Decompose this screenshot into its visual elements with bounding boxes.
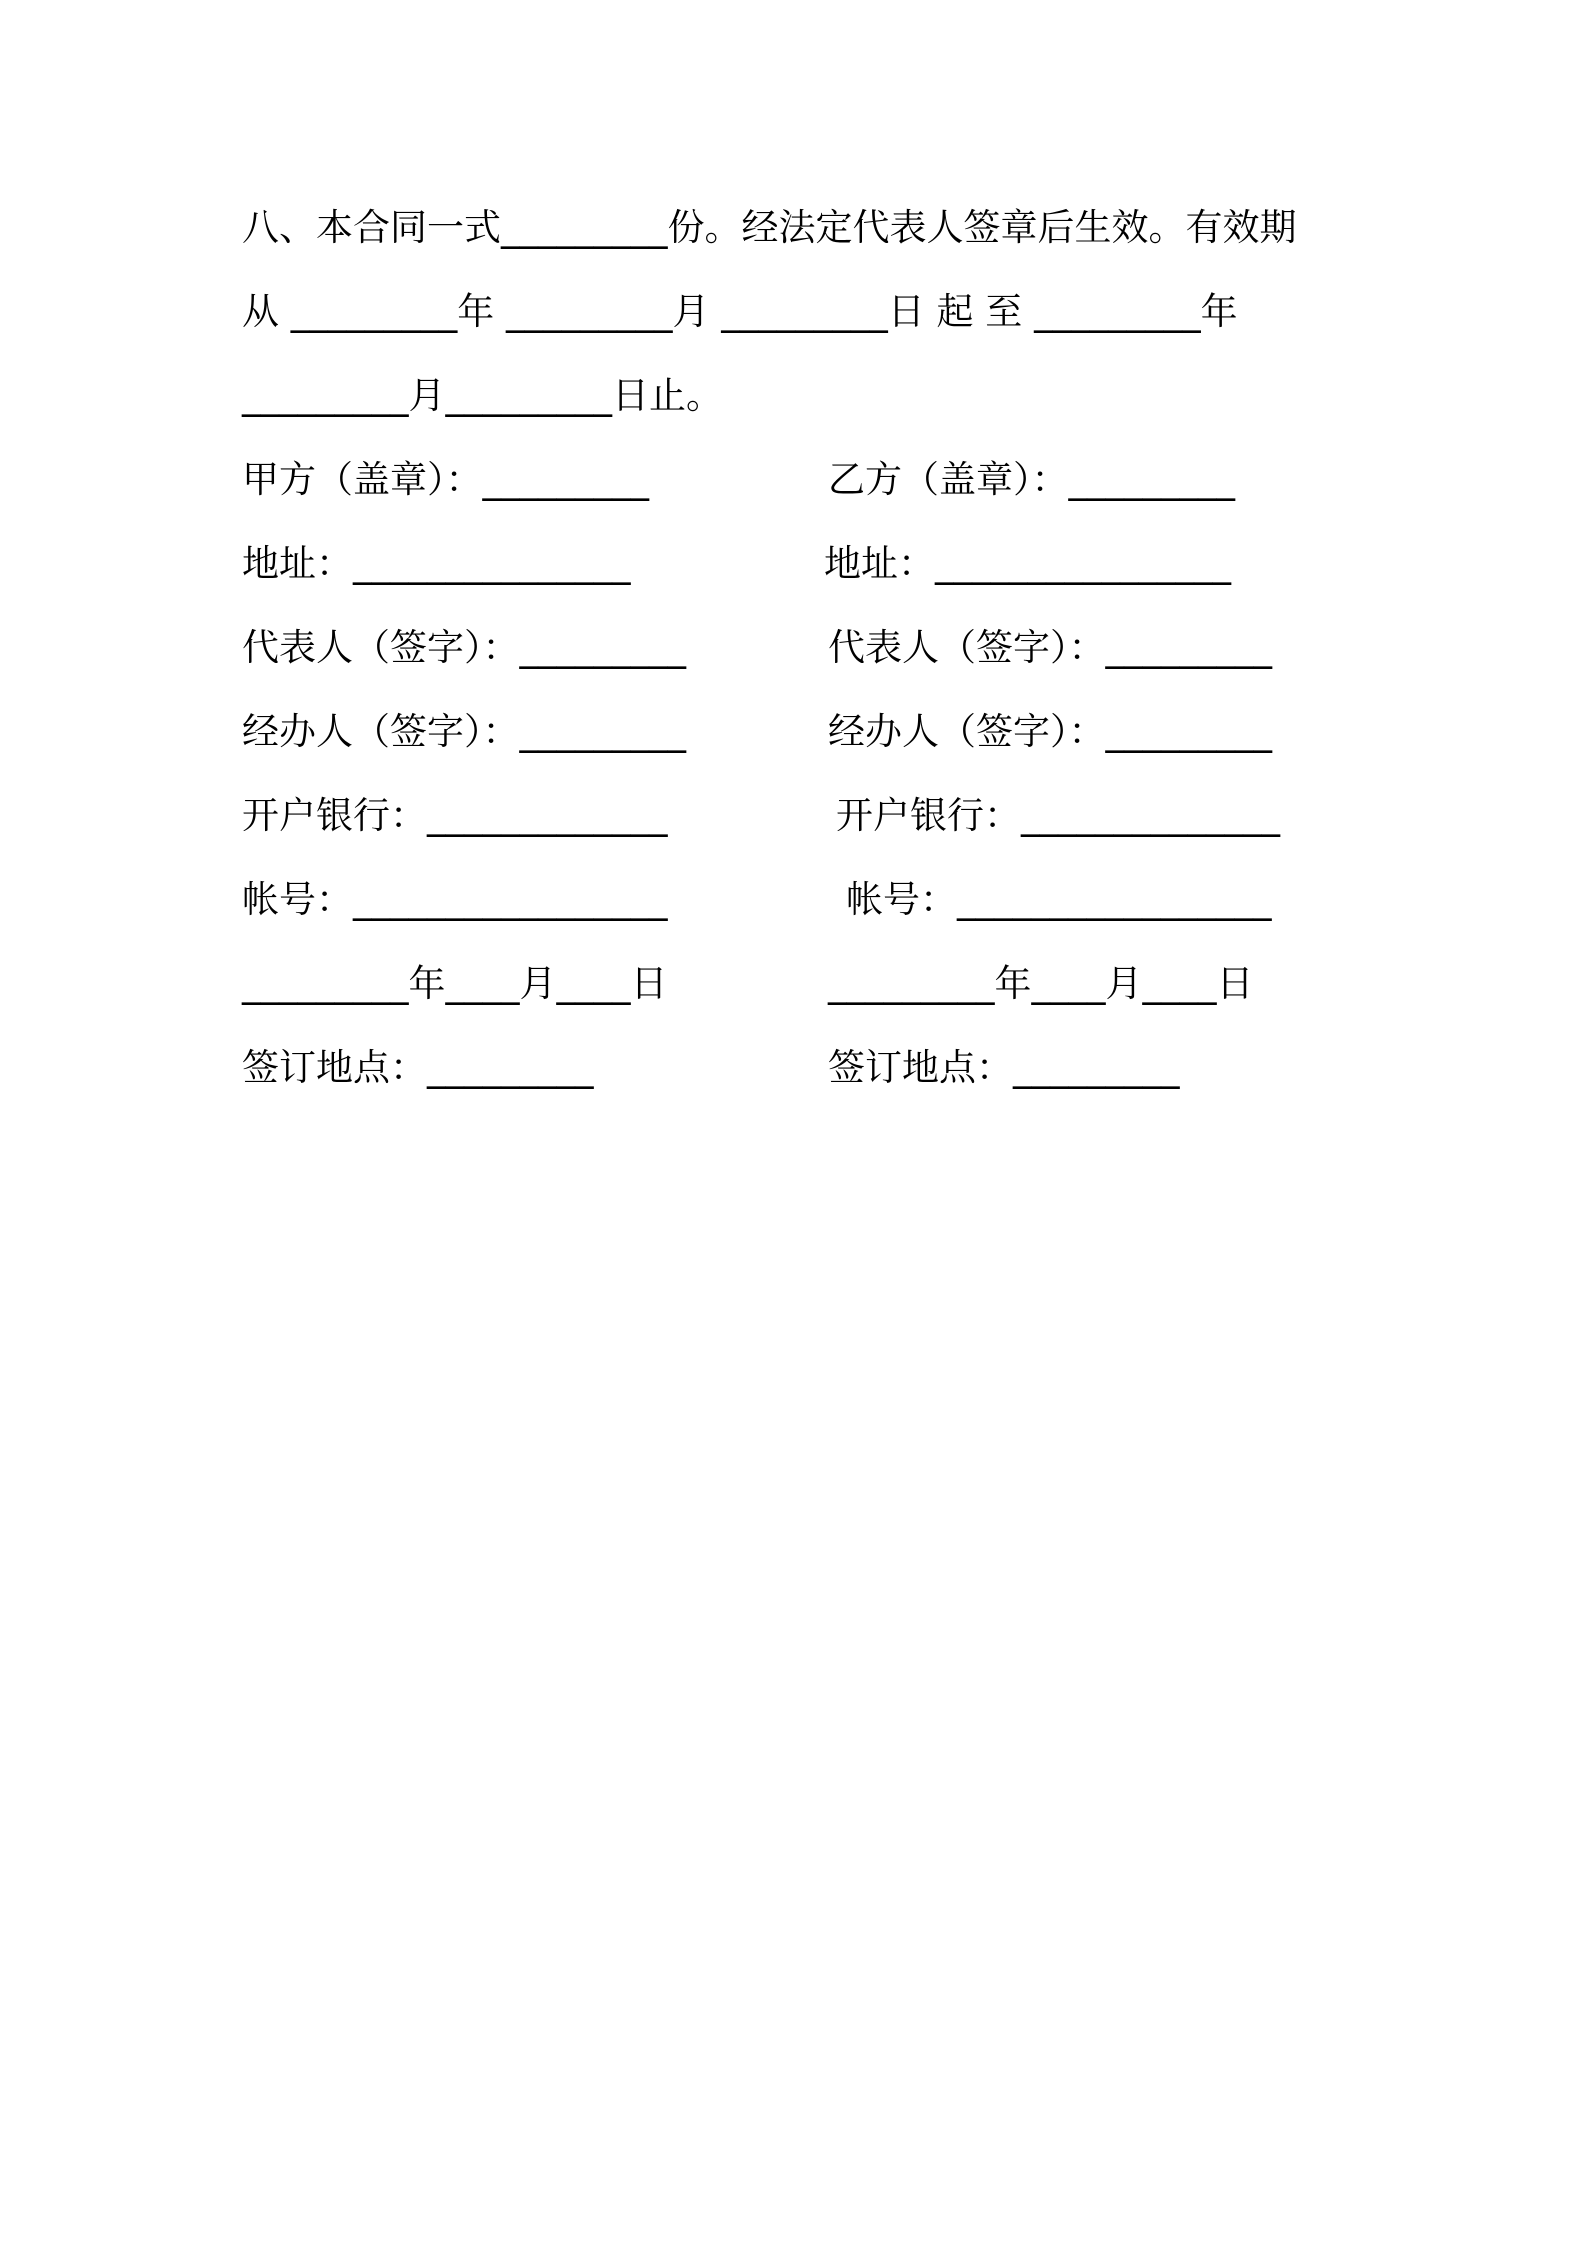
party-a-seal-text: 甲方（盖章）：_________ xyxy=(242,458,649,501)
party-b-date xyxy=(828,954,1254,1014)
party-b-agent xyxy=(828,702,1272,762)
party-b-seal-text: 乙方（盖章）：_________ xyxy=(828,458,1235,501)
party-a-account-text: 帐号：_________________ xyxy=(242,878,668,921)
party-a-date-text: _________年____月____日 xyxy=(242,962,668,1005)
clause-line-1 xyxy=(242,198,1297,258)
party-a-place xyxy=(242,1038,594,1098)
party-b-representative-text: 代表人（签字）：_________ xyxy=(828,626,1272,669)
party-b-account-text: 帐号：_________________ xyxy=(846,878,1272,921)
party-b-representative xyxy=(828,618,1272,678)
clause-text-1: 八、本合同一式_________份。经法定代表人签章后生效。有效期 xyxy=(242,206,1297,249)
party-a-bank xyxy=(242,786,668,846)
party-a-date xyxy=(242,954,668,1014)
party-a-account xyxy=(242,870,668,930)
party-b-account xyxy=(846,870,1272,930)
party-a-representative xyxy=(242,618,686,678)
party-b-seal xyxy=(828,450,1235,510)
party-b-date-text: _________年____月____日 xyxy=(828,962,1254,1005)
party-a-bank-text: 开户银行：_____________ xyxy=(242,794,668,837)
clause-text-3: _________月_________日止。 xyxy=(242,374,723,417)
party-b-place-text: 签订地点：_________ xyxy=(828,1046,1180,1089)
party-b-address xyxy=(824,534,1231,594)
party-a-place-text: 签订地点：_________ xyxy=(242,1046,594,1089)
party-b-bank-text: 开户银行：______________ xyxy=(836,794,1280,837)
party-a-representative-text: 代表人（签字）：_________ xyxy=(242,626,686,669)
party-a-agent xyxy=(242,702,686,762)
clause-line-3 xyxy=(242,366,723,426)
party-b-place xyxy=(828,1038,1180,1098)
party-b-address-text: 地址：________________ xyxy=(824,542,1231,585)
party-a-address-text: 地址：_______________ xyxy=(242,542,631,585)
clause-text-2: 从 _________年 _________月 _________日 起 至 _________年 xyxy=(242,290,1238,333)
party-a-seal xyxy=(242,450,649,510)
party-a-agent-text: 经办人（签字）：_________ xyxy=(242,710,686,753)
party-a-address xyxy=(242,534,631,594)
party-b-agent-text: 经办人（签字）：_________ xyxy=(828,710,1272,753)
party-b-bank xyxy=(836,786,1280,846)
clause-line-2 xyxy=(242,282,1238,342)
